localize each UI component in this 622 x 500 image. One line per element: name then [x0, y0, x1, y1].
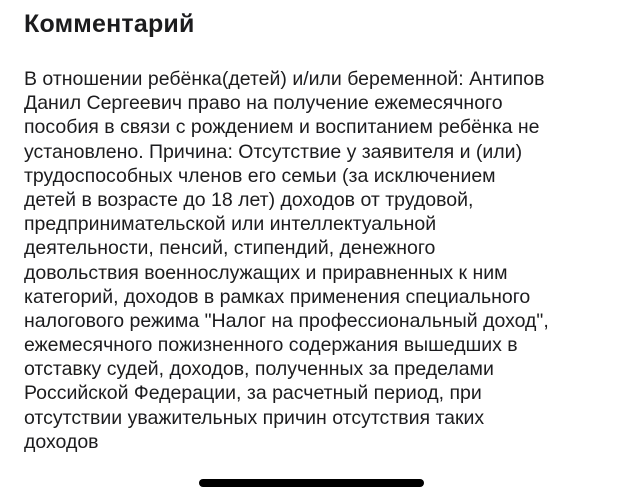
comment-text	[24, 67, 549, 454]
comment-line: довольствия военнослужащих и приравненных к ним	[24, 261, 508, 284]
comment-line: доходов	[24, 430, 99, 453]
home-indicator[interactable]	[199, 479, 424, 487]
comment-line: категорий, доходов в рамках применения специального	[24, 285, 531, 308]
comment-line: ежемесячного пожизненного содержания вышедших в	[24, 334, 518, 357]
comment-line: трудоспособных членов его семьи (за исключением	[24, 164, 496, 187]
comment-line: В отношении ребёнка(детей) и/или беременной: Антипов	[24, 68, 545, 90]
comment-line: Российской Федерации, за расчетный период, при	[24, 382, 482, 405]
comment-line: детей в возрасте до 18 лет) доходов от трудовой,	[24, 188, 474, 211]
comment-line: отсутствии уважительных причин отсутствия таких	[24, 406, 485, 429]
comment-line: отставку судей, доходов, полученных за пределами	[24, 358, 494, 381]
comment-line: налогового режима "Налог на профессиональный доход",	[24, 309, 549, 332]
comment-line: Данил Сергеевич право на получение ежемесячного	[24, 92, 503, 115]
comment-line: пособия в связи с рождением и воспитанием ребёнка не	[24, 116, 540, 139]
comment-line: деятельности, пенсий, стипендий, денежного	[24, 237, 436, 260]
comment-line: установлено. Причина: Отсутствие у заявителя и (или)	[24, 140, 523, 163]
page-title: Комментарий	[24, 10, 195, 38]
comment-line: предпринимательской или интеллектуальной	[24, 213, 437, 236]
